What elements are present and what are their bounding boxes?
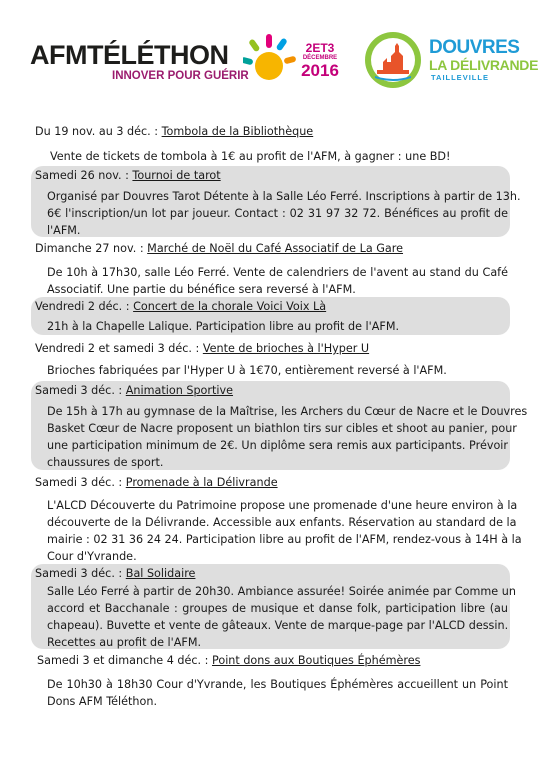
event-title: Promenade à la Délivrande: [125, 476, 278, 489]
event-description: [47, 403, 528, 471]
description-line: De 10h30 à 18h30 Cour d'Yvrande, les Boutiques Éphémères accueillent un Point: [47, 678, 508, 691]
description-line: Vente de tickets de tombola à 1€ au profit de l'AFM, à gagner : une BD!: [50, 150, 451, 163]
event-heading: [35, 384, 233, 397]
event-heading: [35, 476, 278, 489]
description-line: Salle Léo Ferré à partir de 20h30. Ambiance assurée! Soirée animée par Comme un: [47, 585, 516, 598]
event-title: Marché de Noël du Café Associatif de La Gare: [147, 242, 404, 255]
event-date: Samedi 3 et dimanche 4 déc. :: [37, 654, 212, 667]
event-date: Du 19 nov. au 3 déc. :: [35, 125, 162, 138]
event-concert: [31, 297, 510, 335]
town-line-2: LA DÉLIVRANDE: [429, 57, 539, 73]
description-line: Cour d'Yvrande.: [47, 550, 137, 563]
event-date: Vendredi 2 et samedi 3 déc. :: [35, 342, 203, 355]
afm-tagline: INNOVER POUR GUÉRIR: [112, 70, 249, 82]
event-description: [47, 583, 516, 651]
event-heading: [35, 300, 326, 313]
event-description: [47, 188, 521, 239]
description-line: chaussures de sport.: [47, 456, 164, 469]
afm-title: AFMTÉLÉTHON: [30, 40, 229, 70]
town-name: [429, 38, 538, 82]
description-line: chapeau). Buvette et vente de gâteaux. Vente de marque-page par l'ALCD dessin.: [47, 619, 509, 632]
event-dates: [298, 42, 342, 79]
description-line: De 15h à 17h au gymnase de la Maîtrise, les Archers du Cœur de Nacre et le Douvres: [47, 405, 528, 418]
town-line-1: DOUVRES: [429, 37, 520, 58]
description-line: Brioches fabriquées par l'Hyper U à 1€70, entièrement reversé à l'AFM.: [47, 364, 447, 377]
event-title: Tombola de la Bibliothèque: [161, 125, 314, 138]
event-date: Samedi 3 déc. :: [35, 476, 126, 489]
event-date: Vendredi 2 déc. :: [35, 300, 134, 313]
description-line: 6€ l'inscription/un lot par joueur. Contact : 02 31 97 32 72. Bénéfices au profit de: [47, 207, 508, 220]
description-line: L'ALCD Découverte du Patrimoine propose une promenade d'une heure environ à la: [47, 499, 518, 512]
date-days: 2ET3: [305, 41, 335, 55]
event-heading: [37, 654, 420, 667]
event-date: Dimanche 27 nov. :: [35, 242, 148, 255]
event-date: Samedi 3 déc. :: [35, 567, 126, 580]
description-line: Recettes au profit de l'AFM.: [47, 636, 202, 649]
description-line: accord et Bacchanale : groupes de musique et danse folk, participation libre (au: [47, 602, 508, 615]
afm-telethon-logo: [30, 40, 249, 82]
event-title: Vente de brioches à l'Hyper U: [202, 342, 370, 355]
header: [0, 0, 543, 120]
event-heading: [35, 125, 313, 138]
description-line: découverte de la Délivrande. Accessible aux enfants. Réservation au standard de la: [47, 516, 517, 529]
sun-icon: [243, 30, 299, 88]
date-month: DÉCEMBRE: [302, 55, 338, 61]
event-description: [47, 318, 487, 335]
event-heading: [35, 567, 195, 580]
date-year: 2016: [301, 61, 339, 80]
event-description: [47, 264, 508, 298]
description-line: Dons AFM Téléthon.: [47, 695, 158, 708]
event-date: Samedi 26 nov. :: [35, 169, 133, 182]
event-description: [47, 497, 522, 565]
description-line: l'AFM.: [47, 224, 81, 237]
description-line: Basket Cœur de Nacre proposent un biathlon tirs sur cibles et shoot au panier, pour: [47, 422, 517, 435]
event-tarot: [31, 166, 521, 237]
event-heading: [35, 242, 403, 255]
event-title: Bal Solidaire: [125, 567, 196, 580]
description-line: Organisé par Douvres Tarot Détente à la Salle Léo Ferré. Inscriptions à partir de 13h.: [47, 190, 521, 203]
description-line: 21h à la Chapelle Lalique. Participation libre au profit de l'AFM.: [47, 320, 400, 333]
event-bal-solidaire: [31, 564, 516, 649]
event-date: Samedi 3 déc. :: [35, 384, 126, 397]
event-heading: [35, 169, 221, 182]
event-title: Tournoi de tarot: [132, 169, 221, 182]
town-line-3: TAILLEVILLE: [431, 73, 489, 82]
event-description: [47, 676, 508, 710]
description-line: mairie : 02 31 36 24 24. Participation libre au profit de l'AFM, rendez-vous à 14H à la: [47, 533, 522, 546]
event-title: Point dons aux Boutiques Éphémères: [212, 654, 421, 667]
event-heading: [35, 342, 369, 355]
description-line: Associatif. Une partie du bénéfice sera reversé à l'AFM.: [47, 283, 356, 296]
event-animation-sportive: [31, 381, 528, 470]
event-description: [50, 148, 460, 165]
town-logo-icon: [363, 30, 423, 90]
event-title: Concert de la chorale Voici Voix Là: [133, 300, 327, 313]
event-description: [47, 362, 487, 379]
event-title: Animation Sportive: [125, 384, 234, 397]
description-line: De 10h à 17h30, salle Léo Ferré. Vente de calendriers de l'avent au stand du Café: [47, 266, 508, 279]
description-line: une participation minimum de 2€. Un diplôme sera remis aux participants. Prévoir: [47, 439, 508, 452]
